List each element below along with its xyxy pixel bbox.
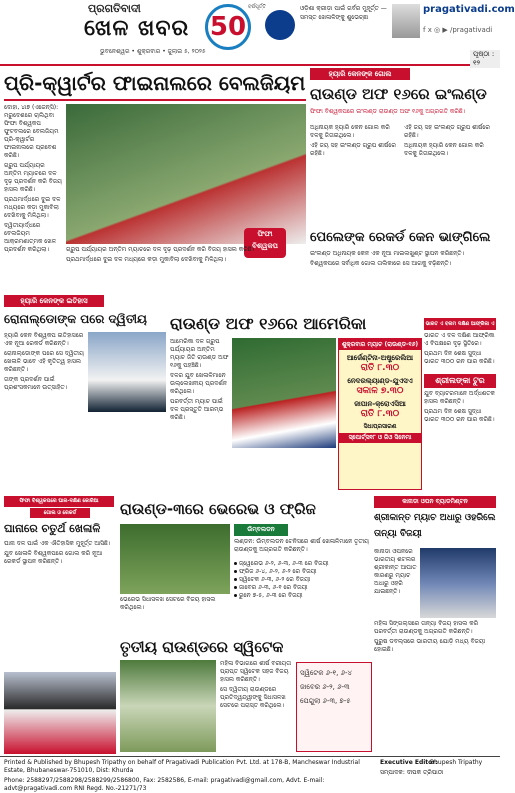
executive-editor-label: Executive Editor: xyxy=(380,759,438,766)
broadcast-channel: ସ୍ପୋର୍ଟ୍ସ୧୮ ଓ ଜିଓ ସିନେମା xyxy=(339,433,421,443)
wimbledon-result-text: ଜାବେର ୬-୩, ୬-୧ ରେ ବିଜୟୀ xyxy=(239,584,308,591)
anniversary-logo: 50 xyxy=(205,4,251,50)
lead-headline: ପ୍ରି-କ୍ୱାର୍ଟର ଫାଇନାଲରେ ବେଲଜିୟମ xyxy=(4,71,306,95)
bullet-icon xyxy=(234,570,237,573)
kane-para: ହ୍ୟାରି କେନ ବିଶ୍ୱକପ ଇତିହାସରେ ଏକ ନୂଆ ରେକର୍ଡ କରିଛନ୍ତି। xyxy=(4,332,84,347)
lead-para: ପ୍ରଥମାର୍ଦ୍ଧରେ ଦୁଇ ଦଳ ମଧ୍ୟରେ କଡ଼ା ମୁକାବିଲା ଦେଖିବାକୁ ମିଳିଥିଲା। xyxy=(4,196,61,219)
emblem-icon xyxy=(265,10,295,40)
schedule-teams: ଜାପାନ-କ୍ରୋଏସିଆ xyxy=(354,400,406,408)
website-link[interactable]: pragativadi.com xyxy=(423,4,515,15)
schedule-time: ସକାଳ ୭.୩୦ xyxy=(356,386,404,396)
cricket-body-bottom xyxy=(424,390,496,488)
usa-match-photo xyxy=(232,338,336,448)
badminton-body-1 xyxy=(374,548,418,618)
england-para: ଅଧିନାୟକ ହ୍ୟାରି କେନ ଗୋଲ କରି ଦଳକୁ ଜିତାଇଥିଲେ। xyxy=(404,142,484,157)
belgium-match-photo xyxy=(66,104,306,244)
lead-rule xyxy=(4,99,306,101)
wimbledon-result-text: ଜ୍ୱେରେଭ ୬-୨, ୬-୩, ୬-୩ ରେ ବିଜୟୀ xyxy=(239,560,329,567)
ghana-para: ଯୁବ ଖେଳାଳି ବିଶ୍ୱକପରେ ଗୋଲ କରି ନୂଆ ରେକର୍ଡ ସ୍ଥାପନ କରିଛନ୍ତି। xyxy=(4,550,103,565)
badminton-para: କାନାଡା ଓପନରେ ଭାରତୀୟ ଶଟଲର ଶ୍ରୀକାନ୍ତ ଆଘାତ କାରଣରୁ ମ୍ୟାଚ ଅଧାରୁ ଓହରି ଯାଇଛନ୍ତି। xyxy=(374,548,417,595)
usa-headline: ରାଉଣ୍ଡ ଅଫ ୧୬ରେ ଆମେରିକା xyxy=(170,314,367,333)
bullet-icon xyxy=(234,594,237,597)
wimbledon-para: ଭେରେଭ ସିଧାସଳଖ ସେଟରେ ବିଜୟ ହାସଲ କରିଥିଲେ। xyxy=(120,596,216,611)
wimbledon-result-text: ଫ୍ରିଜ ୬-୪, ୬-୨, ୬-୨ ରେ ବିଜୟୀ xyxy=(239,568,317,575)
masthead xyxy=(0,0,515,67)
lead-para: ପ୍ରଥମାର୍ଦ୍ଧରେ ଦୁଇ ଦଳ ମଧ୍ୟରେ କଡ଼ା ମୁକାବିଲା ଦେଖିବାକୁ ମିଳିଥିଲା। xyxy=(66,256,226,263)
imprint-line2: Phone: 2588297/2588298/2588299/2586800, Fax: 2582586, E-mail: pragativadi@gmail.com, Advt. E-mail: advt@pragativadi.com RNI Regd. No.-21271/73 xyxy=(4,777,325,792)
pele-para: ବିଶ୍ୱକପରେ ସର୍ବାଧିକ ଗୋଲ ତାଲିକାରେ ସେ ଆଗକୁ ବଢ଼ିଛନ୍ତି। xyxy=(310,260,452,267)
swiatek-scores-list xyxy=(297,663,371,711)
wimbledon-result xyxy=(234,568,370,576)
swiatek-body xyxy=(220,660,294,752)
imprint-line1: Printed & Published by Bhupesh Tripathy on behalf of Pragativadi Publication Pvt. Ltd. at 178-B, Mancheswar Industrial Estate, Bhubaneswar-751010, Dist: Khurda xyxy=(4,759,360,774)
cricket-para: ଭାରତ ଏ ଦଳ ଦକ୍ଷିଣ ଆଫ୍ରିକା ଏ ବିପକ୍ଷରେ ଦୃଢ଼ ସ୍ଥିତିରେ। xyxy=(424,332,495,347)
lead-column-2 xyxy=(66,246,306,288)
editor-line: ସମ୍ପାଦକ: ଦୀପକ ତ୍ରିପାଠୀ xyxy=(380,769,444,776)
wimbledon-results xyxy=(234,560,370,604)
swiatek-scores xyxy=(296,662,372,752)
england-headline: ରାଉଣ୍ଡ ଅଫ ୧୬ରେ ଇଂଲଣ୍ଡ xyxy=(310,85,487,103)
swiatek-para: ମହିଳା ବିଭାଗରେ ଶୀର୍ଷ ବରୀୟତା ପ୍ରାପ୍ତ ସ୍ୱିଟେକ ସହଜ ବିଜୟ ହାସଲ କରିଛନ୍ତି। xyxy=(220,660,292,683)
ghana-headline: ଘାନାରେ ଚତୁର୍ଥ ଖେଳାଳି xyxy=(4,522,101,535)
imprint-footer xyxy=(0,756,500,792)
anniversary-tag: ବର୍ଷପୂର୍ତ୍ତି xyxy=(248,4,266,10)
social-icons[interactable]: f x ◎ ▶ /pragativadi xyxy=(423,26,493,34)
wimbledon-result xyxy=(234,592,370,600)
broadcast-label: ସିଧାପ୍ରସାରଣ xyxy=(363,423,397,430)
ghana-player-photo xyxy=(4,672,116,754)
page-number: ପୃଷ୍ଠା : ୧୨ xyxy=(470,50,500,68)
england-kicker: ହ୍ୟାରି କେନଙ୍କ ଗୋଲ xyxy=(310,68,410,80)
cricket-highlight: ଶ୍ରୀଲଙ୍କା ଟୁର xyxy=(424,374,496,388)
england-para: ଅଧିନାୟକ ହ୍ୟାରି କେନ ଗୋଲ କରି ଦଳକୁ ଜିତାଇଥିଲେ। xyxy=(310,124,390,139)
pele-headline: ପେଲେଙ୍କ ରେକର୍ଡ କେନ ଭାଙ୍ଗିଲେ xyxy=(310,230,491,245)
publication-name: ପ୍ରଗତିବାଦୀ xyxy=(88,2,141,15)
usa-para: ଦଳର ଯୁବ ଖେଳାଳିମାନେ ଉଲ୍ଲେଖନୀୟ ପ୍ରଦର୍ଶନ କରିଥିଲେ। xyxy=(170,372,227,395)
wimbledon-result-text: ସ୍ୱିଟେକ ୬-୩, ୬-୨ ରେ ବିଜୟୀ xyxy=(239,576,311,583)
ghana-kicker: ଫିଫା ବିଶ୍ୱକପରେ ଘାନା-ଦକ୍ଷିଣ କୋରିଆ xyxy=(4,496,114,507)
kane-para: ରୋନାଲ୍ଡୋଙ୍କ ପରେ ସେ ଦ୍ୱିତୀୟ ଖେଳାଳି ଭାବେ ଏହି କୃତିତ୍ୱ ହାସଲ କରିଛନ୍ତି। xyxy=(4,350,84,373)
wimbledon-body-2 xyxy=(120,596,230,636)
wimbledon-result xyxy=(234,584,370,592)
score-line: ଜାବେର ୬-୨, ୬-୩ xyxy=(300,683,350,691)
schedule-teams: ନେଦରଲ୍ୟାଣ୍ଡ-ଯୁଏସଏ xyxy=(347,377,413,385)
lead-column-1 xyxy=(4,104,64,274)
badminton-headline: ଶ୍ରୀକାନ୍ତ ମ୍ୟାଚ ଅଧାରୁ ଓହରିଲେ ତାନ୍ୟା ବିଜୟୀ xyxy=(374,513,496,539)
executive-editor-name: Bhupesh Tripathy xyxy=(430,759,483,766)
cricket-body-top xyxy=(424,332,496,372)
columnist-photo xyxy=(392,4,420,38)
pele-para: ଇଂଲଣ୍ଡ ଅଧିନାୟକ କେନ ଏକ ନୂଆ ମାଇଲଖୁଣ୍ଟ ସ୍ଥାପନ କରିଛନ୍ତି। xyxy=(310,250,465,257)
wimbledon-result xyxy=(234,576,370,584)
wimbledon-para: ଲଣ୍ଡନ: ଉିମ୍ବଲଡନ ଟେନିସରେ ଶୀର୍ଷ ଖେଳାଳିମାନେ ତୃତୀୟ ରାଉଣ୍ଡକୁ ଅଗ୍ରଗତି କରିଛନ୍ତି। xyxy=(234,538,369,553)
section-title: ଖେଳ ଖବର xyxy=(84,16,190,41)
badminton-para: ମହିଳା ସିଙ୍ଗଲ୍ସରେ ତାନ୍ୟା ବିଜୟ ହାସଲ କରି ପରବର୍ତ୍ତୀ ରାଉଣ୍ଡକୁ ଅଗ୍ରଗତି କରିଛନ୍ତି। xyxy=(374,620,479,635)
badminton-para: ପୁରୁଷ ଡବଲ୍ସରେ ଭାରତୀୟ ଯୋଡ଼ି ମଧ୍ୟ ବିଜୟୀ ହୋଇଛି। xyxy=(374,638,486,653)
ghana-body xyxy=(4,540,116,670)
schedule-teams: ଆର୍ଜେଣ୍ଟିନା-ଅଷ୍ଟ୍ରେଲିଆ xyxy=(346,354,414,362)
bullet-icon xyxy=(234,586,237,589)
kane-body xyxy=(4,332,86,492)
swiatek-headline: ତୃତୀୟ ରାଉଣ୍ଡରେ ସ୍ୱିଟେକ xyxy=(120,638,284,656)
fifa-badge-line1: ଫିଫା xyxy=(257,230,273,238)
lead-para: ଗ୍ରୁପ ପର୍ଯ୍ୟାୟର ଅନ୍ତିମ ମ୍ୟାଚରେ ଦଳ ଦୃଢ଼ ପ୍ରଦର୍ଶନ କରି ବିଜୟ ହାସଲ କରିଛି। xyxy=(4,162,62,193)
kane-headline: ରୋନାଲ୍ଡୋଙ୍କ ପରେ ଦ୍ୱିତୀୟ xyxy=(4,312,147,326)
kane-para: ତାଙ୍କ ପ୍ରଦର୍ଶନ ପାଇଁ ପ୍ରଶଂସକମାନେ ଉତ୍ସାହିତ। xyxy=(4,376,68,391)
zverev-photo xyxy=(120,524,230,594)
schedule-time: ରାତି ୮.୩୦ xyxy=(360,409,400,419)
lead-para: ଦୋହା, ୪ା୭ (ଏଜେନ୍ସି): ମରୁଦେଶରେ ଚାଲିଥିବା ଫିଫା ବିଶ୍ୱକପ ଫୁଟବଲରେ ବେଲଜିୟମ ପ୍ରି-କ୍ୱାର୍ଟର ଫାଇନାଲରେ ପ୍ରବେଶ କରିଛି। xyxy=(4,104,59,159)
cricket-para: ଯୁବ ବ୍ୟାଟରମାନେ ଅର୍ଦ୍ଧଶତକ ହାସଲ କରିଛନ୍ତି। xyxy=(424,390,495,405)
usa-para: ଆମେରିକା ଦଳ ଗ୍ରୁପ ପର୍ଯ୍ୟାୟର ଅନ୍ତିମ ମ୍ୟାଚ ଜିତି ରାଉଣ୍ଡ ଅଫ ୧୬କୁ ପହଞ୍ଚିଛି। xyxy=(170,338,229,369)
score-line: ସ୍ୱିଟେକ ୬-୧, ୬-୪ xyxy=(300,669,353,677)
england-para: ଏହି ଜୟ ସହ ଇଂଲଣ୍ଡ ଗ୍ରୁପ ଶୀର୍ଷରେ ରହିଛି। xyxy=(310,142,396,157)
wimbledon-headline: ରାଉଣ୍ଡ-୩ରେ ଭେରେଭ ଓ ଫ୍ରିଜ xyxy=(120,500,316,518)
masthead-quote: ଓଡ଼ିଶା କ୍ରୀଡ଼ା ପାଇଁ ଗର୍ବର ମୁହୂର୍ତ୍ତ — ସମସ୍ତ ଖେଳାଳିଙ୍କୁ ଶୁଭେଚ୍ଛା xyxy=(300,5,387,21)
cricket-para: ପ୍ରଥମ ଦିନ ଶେଷ ସୁଦ୍ଧା ଭାରତ ୩୦୦ ରନ ପାର କରିଛି। xyxy=(424,350,495,365)
england-para: ଏହି ଜୟ ସହ ଇଂଲଣ୍ଡ ଗ୍ରୁପ ଶୀର୍ଷରେ ରହିଛି। xyxy=(404,124,490,139)
badminton-body-2 xyxy=(374,620,496,752)
swiatek-photo xyxy=(120,660,216,752)
wimbledon-tag: ଉିମ୍ବଲଡନ xyxy=(234,524,288,536)
cricket-kicker: ଭାରତ ଏ ବନାମ ଦକ୍ଷିଣ ଆଫ୍ରିକା ଏ xyxy=(424,318,496,330)
harry-kane-photo xyxy=(88,332,166,412)
wimbledon-body xyxy=(234,538,370,558)
england-column-2 xyxy=(404,124,496,224)
wimbledon-result-text: ରୁନେ ୭-୫, ୬-୩ ରେ ବିଜୟୀ xyxy=(239,592,303,599)
schedule-time: ରାତି ୮.୩୦ xyxy=(360,363,400,373)
ghana-para: ଘାନା ଦଳ ପାଇଁ ଏକ ଐତିହାସିକ ମୁହୂର୍ତ୍ତ ଆସିଛି। xyxy=(4,540,111,547)
england-column-1 xyxy=(310,124,400,224)
swiatek-para: ସେ ଦ୍ୱିତୀୟ ରାଉଣ୍ଡରେ ପ୍ରତିଦ୍ୱନ୍ଦ୍ୱୀଙ୍କୁ ସିଧାସଳଖ ସେଟରେ ପରାସ୍ତ କରିଥିଲେ। xyxy=(220,686,286,709)
usa-column xyxy=(170,338,230,488)
fifa-badge-line2: ବିଶ୍ୱକପ xyxy=(252,242,278,250)
wimbledon-result xyxy=(234,560,370,568)
england-intro: ଫିଫା ବିଶ୍ୱକପରେ ଇଂଲଣ୍ଡ ରାଉଣ୍ଡ ଅଫ ୧୬କୁ ଅଗ୍ରଗତି କରିଛି। xyxy=(310,108,466,115)
kane-kicker: ହ୍ୟାରି କେନଙ୍କ ଇତିହାସ xyxy=(4,295,104,307)
bullet-icon xyxy=(234,578,237,581)
pele-body xyxy=(310,250,496,290)
ghana-kicker2: ଗୋଲ ଓ ରେକର୍ଡ xyxy=(30,508,90,518)
score-line: ପେଗୁଲା ୬-୩, ୭-୫ xyxy=(300,697,351,705)
srikanth-photo xyxy=(420,548,496,618)
badminton-kicker: କାନାଡା ଓପନ ବ୍ୟାଡମିଣ୍ଟନ xyxy=(374,496,496,508)
lead-para: ଦ୍ୱିତୀୟାର୍ଦ୍ଧରେ ବେଲଜିୟମ ଆକ୍ରମଣାତ୍ମକ ଖେଳ ପ୍ରଦର୍ଶନ କରିଥିଲା। xyxy=(4,222,57,253)
usa-para: ପରବର୍ତ୍ତୀ ମ୍ୟାଚ ପାଇଁ ଦଳ ପ୍ରସ୍ତୁତି ଆରମ୍ଭ କରିଛି। xyxy=(170,398,224,421)
dateline: ଭୁବନେଶ୍ୱର • ଶୁକ୍ରବାର • ଜୁଲାଇ ୫, ୨୦୨୫ xyxy=(100,48,206,55)
schedule-box xyxy=(338,338,422,490)
bullet-icon xyxy=(234,562,237,565)
cricket-para: ପ୍ରଥମ ଦିନ ଶେଷ ସୁଦ୍ଧା ଭାରତ ୩୦୦ ରନ ପାର କରିଛି। xyxy=(424,408,495,423)
lead-para: ଗ୍ରୁପ ପର୍ଯ୍ୟାୟର ଅନ୍ତିମ ମ୍ୟାଚରେ ଦଳ ଦୃଢ଼ ପ୍ରଦର୍ଶନ କରି ବିଜୟ ହାସଲ କରିଛି। xyxy=(66,246,255,253)
schedule-title: ଶୁକ୍ରବାର ମ୍ୟାଚ (ରାଉଣ୍ଡ-୧୬) xyxy=(339,339,421,350)
